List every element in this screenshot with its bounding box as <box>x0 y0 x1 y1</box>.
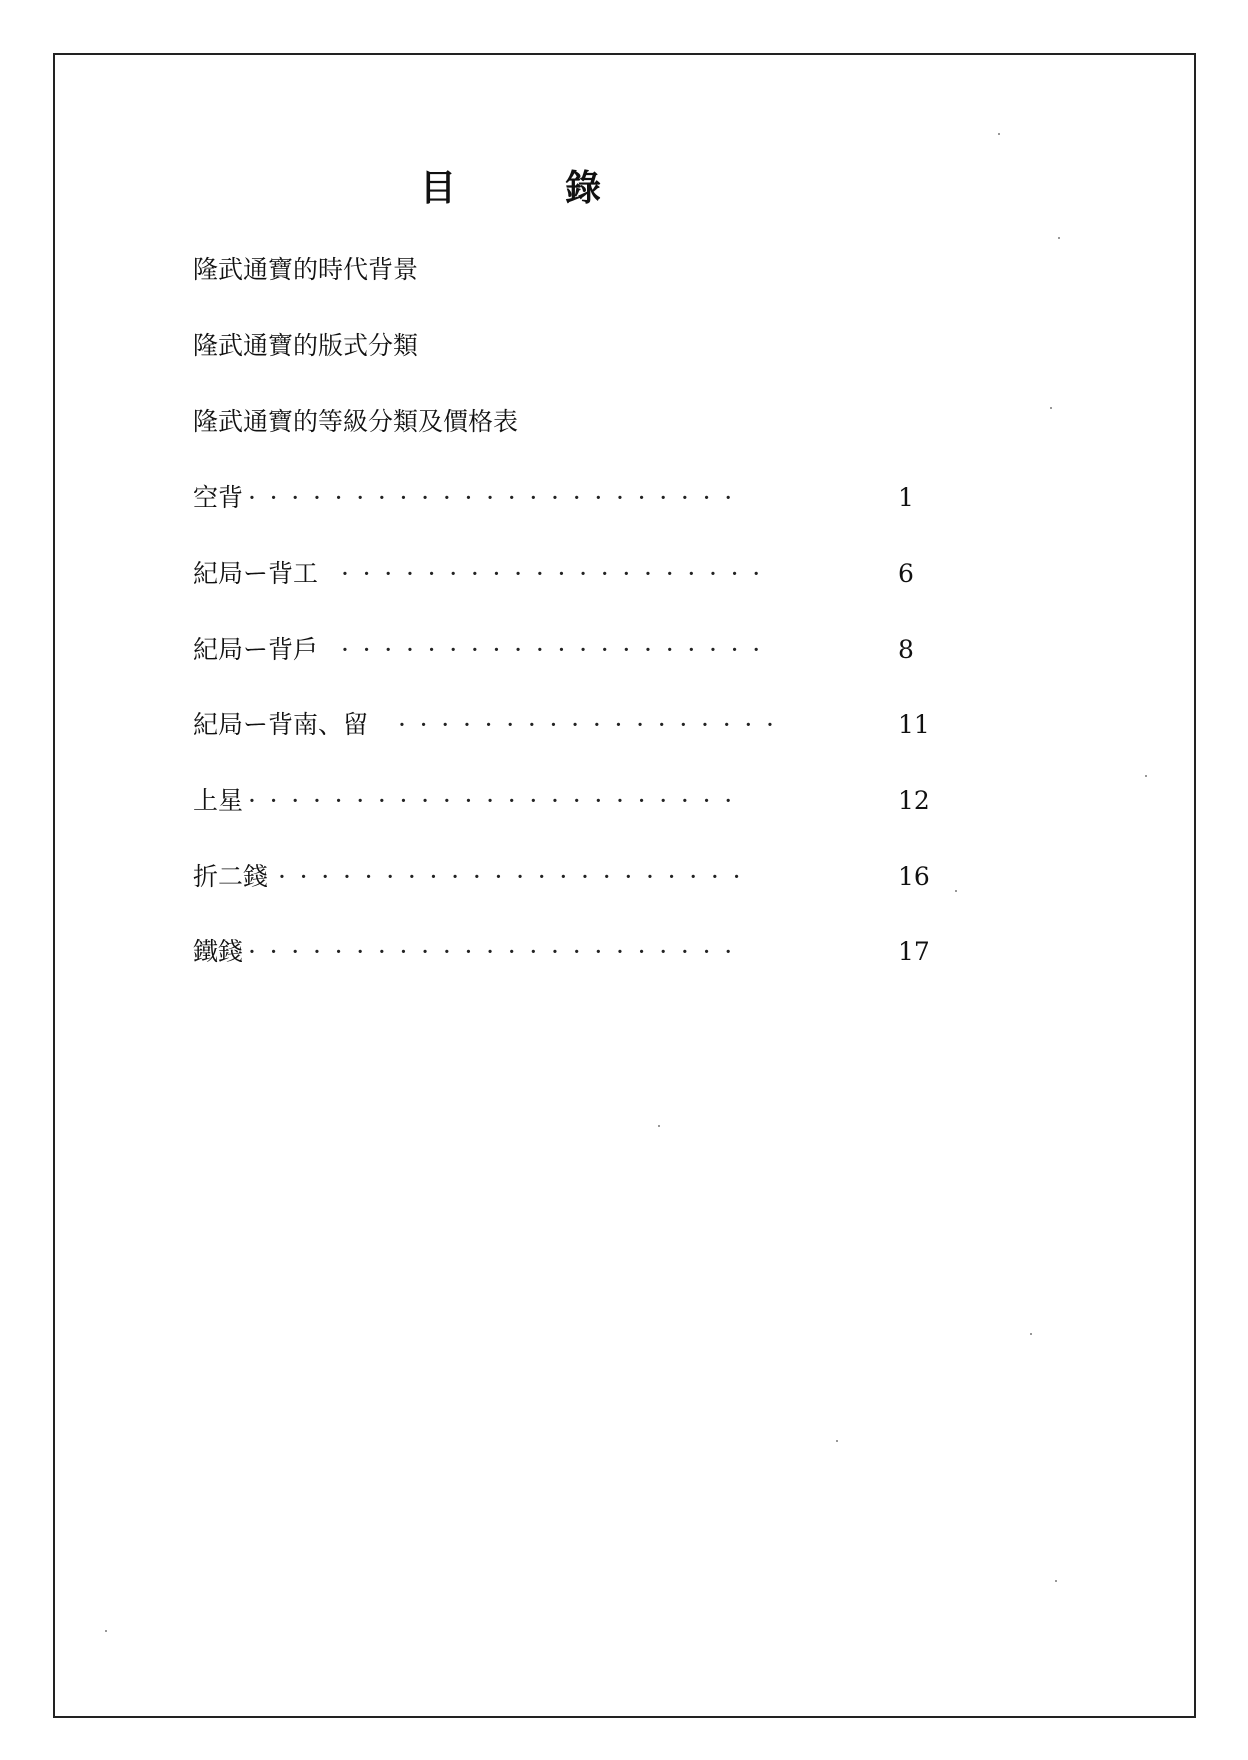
toc-entry-label: 紀局ー背工 <box>193 559 319 588</box>
toc-entry-label: 紀局ー背戶 <box>193 635 319 664</box>
toc-entry[interactable] <box>193 857 953 897</box>
toc-leader-dots: ······················ <box>278 862 755 891</box>
scan-speck <box>1145 775 1147 777</box>
toc-leader-dots: ···················· <box>341 559 774 588</box>
toc-leader-dots: ······················· <box>248 483 746 512</box>
scan-speck <box>1050 407 1052 409</box>
toc-entry-label: 鐵錢 <box>193 937 244 966</box>
toc-entry-label: 空背 <box>193 483 244 512</box>
toc-page-number: 17 <box>898 937 930 966</box>
scan-speck <box>836 1440 838 1442</box>
scan-speck <box>1058 237 1060 239</box>
toc-page-number: 8 <box>898 635 914 664</box>
toc-entry[interactable] <box>193 781 953 821</box>
toc-entry[interactable] <box>193 630 953 670</box>
toc-page-number: 1 <box>898 483 914 512</box>
scan-speck <box>105 1630 107 1632</box>
section-heading-classification: 隆武通寶的版式分類 <box>193 331 419 360</box>
toc-page-number: 11 <box>898 710 930 739</box>
section-heading-background: 隆武通寶的時代背景 <box>193 255 419 284</box>
scan-speck <box>1055 1580 1057 1582</box>
scan-speck <box>658 1125 660 1127</box>
toc-entry-label: 上星 <box>193 786 244 815</box>
title-char-1: 目 <box>420 168 457 209</box>
title-char-2: 錄 <box>565 168 602 209</box>
toc-entry[interactable] <box>193 932 953 972</box>
toc-entry-label: 紀局ー背南、留 <box>193 710 369 739</box>
toc-leader-dots: ······················· <box>248 937 746 966</box>
toc-entry[interactable] <box>193 705 953 745</box>
toc-leader-dots: ·················· <box>398 710 788 739</box>
scan-speck <box>955 890 957 892</box>
scan-speck <box>998 133 1000 135</box>
toc-page-number: 6 <box>898 559 914 588</box>
scan-speck <box>1030 1333 1032 1335</box>
toc-entry[interactable] <box>193 554 953 594</box>
toc-leader-dots: ······················· <box>248 786 746 815</box>
toc-entry-label: 折二錢 <box>193 862 269 891</box>
section-heading-grading-price: 隆武通寶的等級分類及價格表 <box>193 407 519 436</box>
toc-leader-dots: ···················· <box>341 635 774 664</box>
toc-entry[interactable] <box>193 478 953 518</box>
toc-page-number: 12 <box>898 786 930 815</box>
toc-page-number: 16 <box>898 862 930 891</box>
